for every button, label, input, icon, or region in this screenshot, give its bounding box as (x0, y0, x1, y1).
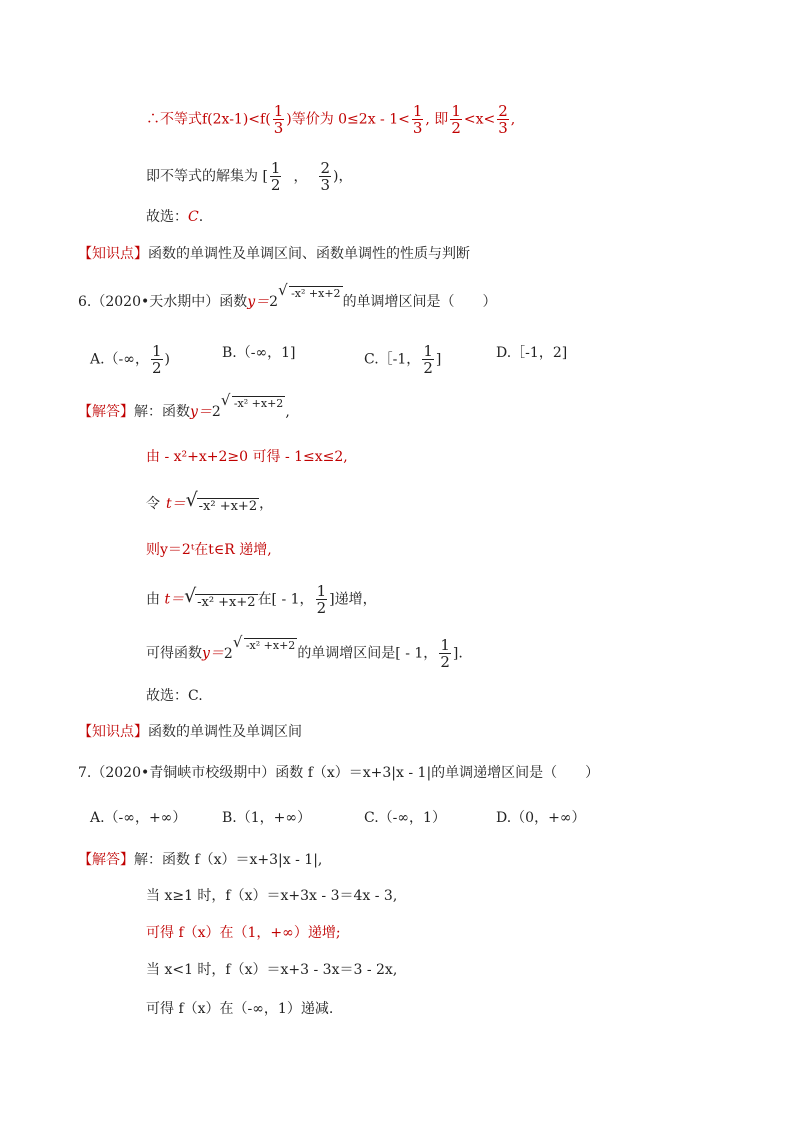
q7-option-d[interactable]: D.（0，+∞） (496, 810, 586, 826)
ineq-end: , (510, 111, 516, 128)
q6-option-c[interactable]: C.［-1， $\frac{1}{2}$ ] (364, 342, 442, 377)
choose-end: . (198, 209, 204, 225)
answer-6-intro: 【解答】解：函数y＝2 √ -x² +x+2, (78, 391, 290, 420)
solution-set-line (146, 160, 352, 193)
fraction-one-third-b: $\frac{1}{3}$ (412, 102, 423, 137)
answer-7-line-3: 可得 f（x）在（1，+∞）递增; (146, 925, 341, 941)
ineq-mid: )等价为 0≤2x - 1< (286, 111, 410, 128)
answer-7-line-4: 当 x<1 时，f（x）＝x+3 - 3x＝3 - 2x, (146, 962, 398, 978)
answer-tag: 【解答】 (78, 404, 134, 420)
answer-7-intro: 【解答】解：函数 f（x）＝x+3|x - 1|, (78, 852, 323, 868)
answer-6-line-2: 由 - x²+x+2≥0 可得 - 1≤x≤2, (146, 449, 348, 465)
answer-6-line-5: 由 t＝ √ -x² +x+2 在[ - 1， $\frac{1}{2}$ ]递增， (146, 582, 377, 617)
kp-text: 函数的单调性及单调区间、函数单调性的性质与判断 (148, 246, 470, 262)
q6-option-b[interactable]: B.（-∞，1] (222, 345, 296, 361)
answer-6-line-4: 则y＝2ᵗ在t∈R 递增, (146, 542, 272, 558)
fraction-two-thirds-sol: $\frac{2}{3}$ (320, 159, 331, 194)
ineq-then: , 即 (425, 111, 449, 128)
choose-prefix: 故选： (146, 209, 188, 225)
knowledge-point-1 (78, 244, 470, 264)
kp-tag: 【知识点】 (78, 246, 148, 262)
q7-option-a[interactable]: A.（-∞，+∞） (90, 810, 187, 826)
q6-exp-expr: 2 √ -x² +x+2 (269, 281, 341, 310)
answer-7-line-2: 当 x≥1 时，f（x）＝x+3x - 3＝4x - 3, (146, 888, 398, 904)
q6-option-d[interactable]: D.［-1，2] (496, 345, 568, 361)
q6-prefix: 6.（2020•天水期中）函数 (78, 294, 248, 310)
choose-line-1 (146, 207, 203, 227)
fraction-one-third: $\frac{1}{3}$ (273, 102, 284, 137)
question-7-stem: 7.（2020•青铜峡市校级期中）函数 f（x）＝x+3|x - 1|的单调递增区间是（ ） (78, 765, 600, 781)
solution-end: )， (333, 168, 353, 185)
q7-option-c[interactable]: C.（-∞，1） (364, 810, 446, 826)
answer-7-line-5: 可得 f（x）在（-∞，1）递减. (146, 1001, 334, 1017)
solution-prefix: 即不等式的解集为 [ (146, 168, 268, 185)
answer-6-choose: 故选：C. (146, 688, 203, 704)
q6-suffix: 的单调增区间是（ ） (342, 294, 497, 310)
q6-option-a[interactable]: A.（-∞， $\frac{1}{2}$ ) (90, 342, 170, 377)
knowledge-point-2: 【知识点】函数的单调性及单调区间 (78, 724, 302, 740)
fraction-two-thirds: $\frac{2}{3}$ (498, 102, 508, 137)
fraction-half-sol: $\frac{1}{2}$ (270, 159, 281, 194)
answer-6-line-3: 令 t＝ √ -x² +x+2 ， (146, 489, 274, 514)
q6-y-eq: y＝ (247, 294, 270, 310)
choose-letter: C (188, 209, 199, 225)
ineq-prefix: ∴不等式f(2x-1)<f( (146, 111, 271, 128)
ineq-lt: <x< (463, 111, 496, 128)
answer-6-line-6: 可得函数y＝2 √ -x² +x+2的单调增区间是[ - 1， $\frac{1}{2}$ ]. (146, 632, 463, 671)
inequality-line (146, 103, 515, 136)
solution-comma: ， (293, 168, 308, 185)
q7-option-b[interactable]: B.（1，+∞） (222, 810, 312, 826)
fraction-one-half: $\frac{1}{2}$ (451, 102, 461, 137)
question-6-stem (78, 281, 497, 314)
